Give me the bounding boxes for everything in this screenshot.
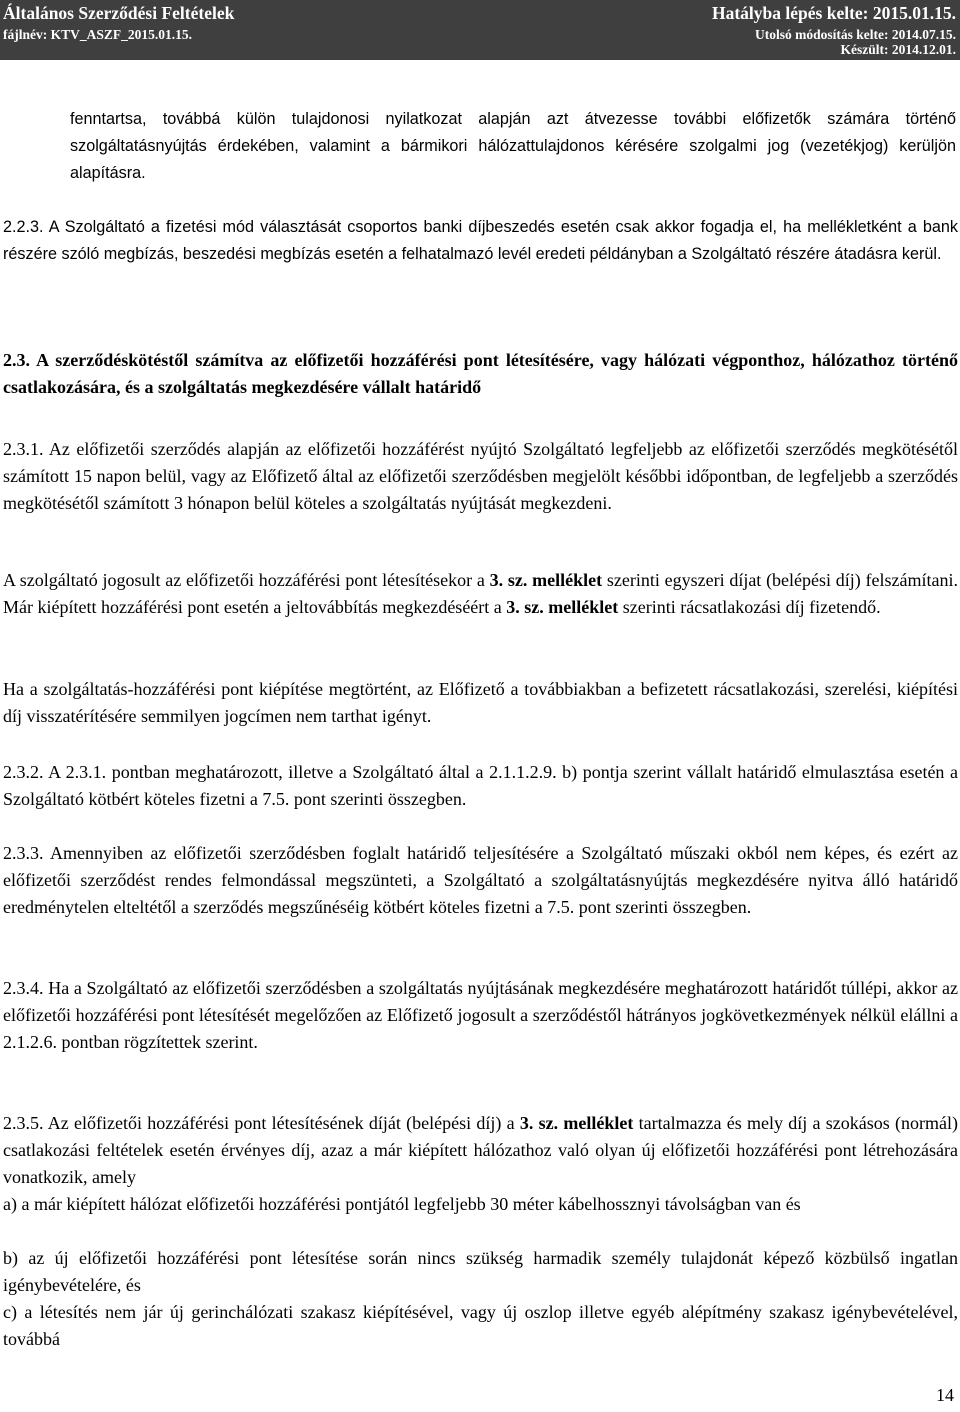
paragraph-2-3-4: 2.3.4. Ha a Szolgáltató az előfizetői szerződésben a szolgáltatás nyújtásának megkezdésére meghatározott határidőt túllépi, akkor az előfizetői hozzáférési pont létesítését megelőzően az Előfizető jogosult a szerződéstől hátrányos jogkövetkezmények nélkül elállni a 2.1.2.6. pontban rögzítettek szerint. (3, 978, 958, 1052)
list-item-b: b) az új előfizetői hozzáférési pont létesítése során nincs szükség harmadik személy tulajdonát képező közbülső ingatlan igénybevételére, és (3, 1248, 958, 1295)
fee-annex-ref-1: 3. sz. melléklet (489, 570, 603, 590)
paragraph-2-3-2: 2.3.2. A 2.3.1. pontban meghatározott, illetve a Szolgáltató által a 2.1.1.2.9. b) pontja szerint vállalt határidő elmulasztása esetén a Szolgáltató kötbért köteles fizetni a 7.5. pont szerinti összegben. (3, 762, 958, 809)
header-modified-date: Utolsó módosítás kelte: 2014.07.15. (755, 27, 956, 42)
p235-text-2: tartalmazza és mely díj a szokásos (normál) csatlakozási feltételek esetén érvényes díj, azaz a már kiépített hálózathoz való olyan új előfizetői hozzáférési pont létrehozására vonatkozik, amely (3, 1113, 958, 1187)
paragraph-2-3-3: 2.3.3. Amennyiben az előfizetői szerződésben foglalt határidő teljesítésére a Szolgáltató műszaki okból nem képes, és ezért az előfizetői szerződést rendes felmondással megszünteti, a Szolgáltató a szolgáltatásnyújtás megkezdésére nyitva álló határidő eredménytelen elteltétől a szerződés megszűnéséig kötbért köteles fizetni a 7.5. pont szerinti összegben. (3, 843, 958, 917)
fee-text-1: A szolgáltató jogosult az előfizetői hozzáférési pont létesítésekor a (3, 570, 490, 590)
fee-annex-ref-2: 3. sz. melléklet (506, 597, 619, 617)
fee-text-3: szerinti rácsatlakozási díj fizetendő. (618, 597, 881, 617)
paragraph-vezetekjog: fenntartsa, továbbá külön tulajdonosi nyilatkozat alapján azt átvezesse további előfizetők számára történő szolgáltatásnyújtás érdekében, valamint a bármikori hálózattulajdonos kérésére szolgalmi jog (vezetékjog) kerüljön alapításra. (70, 110, 956, 182)
page-number: 14 (936, 1385, 954, 1405)
header-filename: fájlnév: KTV_ASZF_2015.01.15. (3, 27, 192, 42)
fee-text-2: szerinti egyszeri díjat (belépési díj) felszámítani. Már kiépített hozzáférési pont esetén a jeltovábbítás megkezdéséért a (3, 570, 958, 617)
paragraph-refund: Ha a szolgáltatás-hozzáférési pont kiépítése megtörtént, az Előfizető a továbbiakban a befizetett rácsatlakozási, szerelési, kiépítési díj visszatérítésére semmilyen jogcímen nem tarthat igényt. (3, 679, 958, 726)
paragraph-fee (3, 567, 958, 621)
section-heading-2-3: 2.3. A szerződéskötéstől számítva az előfizetői hozzáférési pont létesítésére, vagy hálózati végponthoz, hálózathoz történő csatlakozására, és a szolgáltatás megkezdésére vállalt határidő (3, 350, 958, 397)
header-created-date: Készült: 2014.12.01. (840, 42, 956, 57)
paragraph-2-3-1: 2.3.1. Az előfizetői szerződés alapján az előfizetői hozzáférést nyújtó Szolgáltató legfeljebb az előfizetői szerződés megkötésétől számított 15 napon belül, vagy az Előfizető által az előfizetői szerződésben megjelölt későbbi időpontban, de legfeljebb a szerződés megkötésétől számított 3 hónapon belül köteles a szolgáltatás nyújtását megkezdeni. (3, 439, 958, 513)
header-effective-date: Hatályba lépés kelte: 2015.01.15. (711, 3, 956, 23)
list-item-c: c) a létesítés nem jár új gerinchálózati szakasz kiépítésével, vagy új oszlop illetve egyéb alépítmény szakasz igénybevételével, továbbá (3, 1302, 958, 1349)
list-item-a: a) a már kiépített hálózat előfizetői hozzáférési pontjától legfeljebb 30 méter kábelhossznyi távolságban van és (3, 1194, 801, 1214)
p235-annex-ref: 3. sz. melléklet (519, 1113, 634, 1133)
header-title: Általános Szerződési Feltételek (3, 3, 235, 23)
document-header (0, 0, 960, 60)
paragraph-2-3-5 (3, 1110, 958, 1191)
p235-text-1: 2.3.5. Az előfizetői hozzáférési pont létesítésének díját (belépési díj) a (3, 1113, 520, 1133)
paragraph-2-2-3: 2.2.3. A Szolgáltató a fizetési mód választását csoportos banki díjbeszedés esetén csak akkor fogadja el, ha mellékletként a bank részére szóló megbízás, beszedési megbízás esetén a felhatalmazó levél eredeti példányban a Szolgáltató részére átadásra kerül. (3, 218, 958, 263)
